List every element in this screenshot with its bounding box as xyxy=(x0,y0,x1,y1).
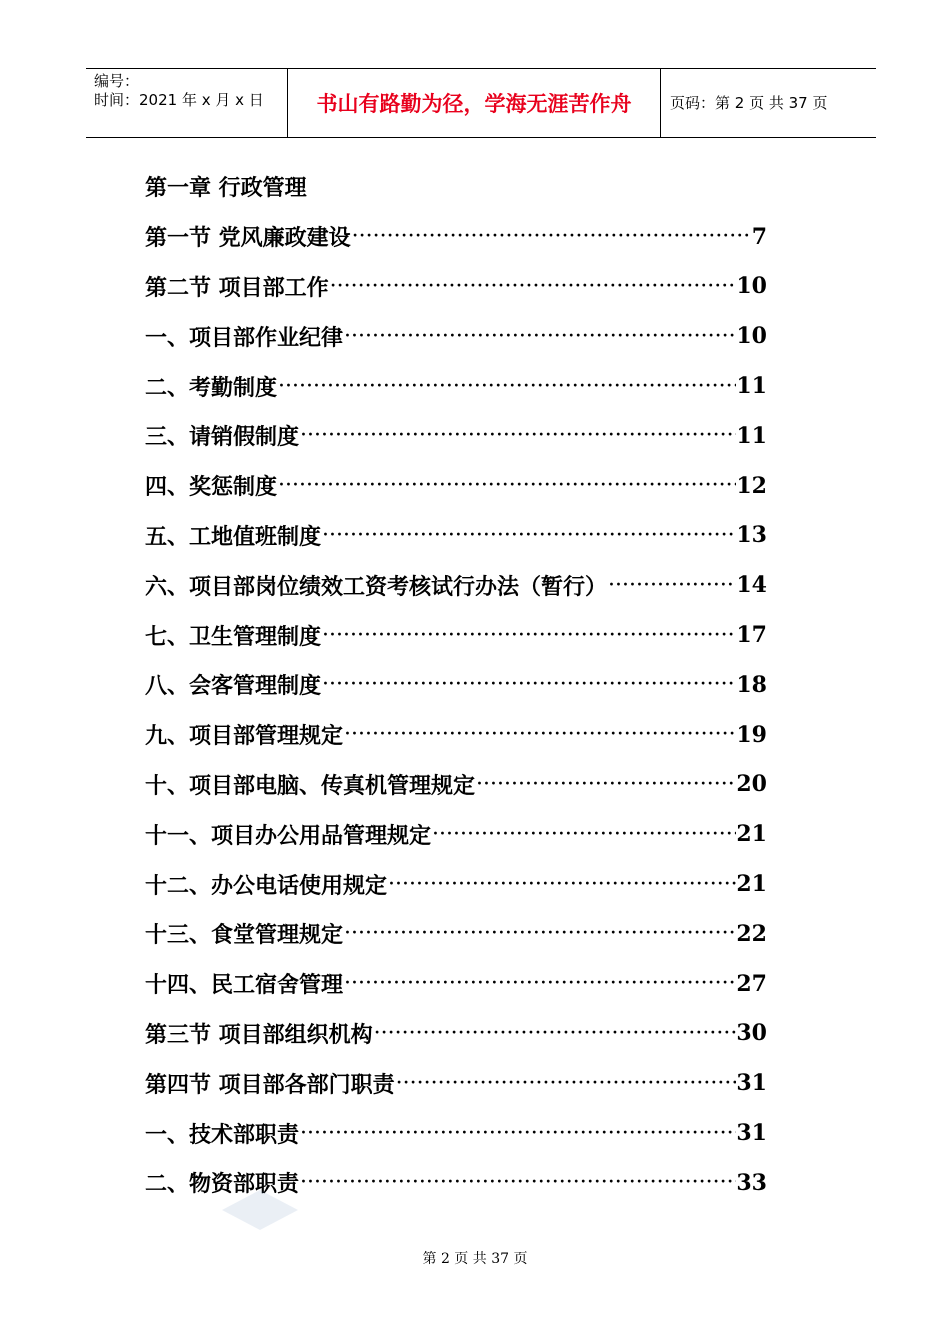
toc-entry-page: 12 xyxy=(736,472,767,499)
page-footer: 第 2 页 共 37 页 xyxy=(422,1251,528,1267)
header-meta-cell xyxy=(86,69,286,137)
toc-leader-dots xyxy=(475,772,736,797)
chapter-title: 第一章 行政管理 xyxy=(145,175,307,202)
toc-entry-title: 第三节 项目部组织机构 xyxy=(145,1021,373,1048)
page-label: 页码：第 2 页 共 37 页 xyxy=(670,94,828,112)
toc-entry-page: 19 xyxy=(736,721,767,748)
toc-entry-page: 22 xyxy=(736,920,767,947)
toc-entry-title: 十二、办公电话使用规定 xyxy=(145,872,388,899)
toc-entry-title: 第四节 项目部各部门职责 xyxy=(145,1071,395,1098)
number-label: 编号： xyxy=(94,72,140,90)
toc-leader-dots xyxy=(299,1121,736,1146)
toc-entry[interactable] xyxy=(145,859,767,909)
toc-leader-dots xyxy=(343,921,736,946)
toc-leader-dots xyxy=(277,374,736,399)
toc-leader-dots xyxy=(321,523,736,548)
toc-entry-page: 33 xyxy=(736,1169,767,1196)
toc-leader-dots xyxy=(343,722,736,747)
toc-entry-title: 第二节 项目部工作 xyxy=(145,274,329,301)
toc-entry-page: 31 xyxy=(736,1120,767,1147)
toc-entry-title: 十、项目部电脑、传真机管理规定 xyxy=(145,772,476,799)
toc-entry-page: 11 xyxy=(736,373,767,400)
toc-entry-page: 21 xyxy=(736,821,767,848)
toc-entry-title: 一、技术部职责 xyxy=(145,1121,300,1148)
toc-entry-page: 11 xyxy=(736,422,767,449)
toc-leader-dots xyxy=(343,971,736,996)
toc-entry-title: 第一节 党风廉政建设 xyxy=(145,225,351,252)
toc-entry-title: 十四、民工宿舍管理 xyxy=(145,972,344,999)
toc-entry-title: 九、项目部管理规定 xyxy=(145,723,344,750)
toc-entry-page: 7 xyxy=(751,223,767,250)
watermark-logo xyxy=(222,1190,298,1230)
toc-entry[interactable] xyxy=(145,809,767,859)
toc-entry-page: 21 xyxy=(736,871,767,898)
toc-entry[interactable] xyxy=(145,710,767,760)
toc-entry[interactable] xyxy=(145,311,767,361)
toc-entry-page: 31 xyxy=(736,1070,767,1097)
toc-entry-title: 七、卫生管理制度 xyxy=(145,623,322,650)
toc-leader-dots xyxy=(351,224,752,249)
toc-leader-dots xyxy=(329,274,737,299)
toc-leader-dots xyxy=(277,473,736,498)
toc-entry[interactable] xyxy=(145,610,767,660)
toc-entry-page: 13 xyxy=(736,522,767,549)
table-of-contents xyxy=(145,162,767,1208)
toc-leader-dots xyxy=(299,1170,736,1195)
toc-entry-title: 四、奖惩制度 xyxy=(145,474,278,501)
header-page-cell xyxy=(660,69,876,137)
toc-entry-title: 二、物资部职责 xyxy=(145,1171,300,1198)
toc-leader-dots xyxy=(387,872,736,897)
time-label: 时间：2021 年 x 月 x 日 xyxy=(94,91,264,109)
toc-entry[interactable] xyxy=(145,411,767,461)
chapter-heading xyxy=(145,162,767,212)
toc-entry-page: 14 xyxy=(736,572,767,599)
toc-entry[interactable] xyxy=(145,212,767,262)
toc-entry-page: 27 xyxy=(736,970,767,997)
toc-entry-title: 三、请销假制度 xyxy=(145,424,300,451)
toc-entry[interactable] xyxy=(145,959,767,1009)
toc-entry[interactable] xyxy=(145,1009,767,1059)
toc-entry-title: 六、项目部岗位绩效工资考核试行办法（暂行） xyxy=(145,573,608,600)
toc-entry[interactable] xyxy=(145,1058,767,1108)
toc-entry[interactable] xyxy=(145,909,767,959)
toc-entry-title: 一、项目部作业纪律 xyxy=(145,324,344,351)
toc-entry-title: 十一、项目办公用品管理规定 xyxy=(145,822,432,849)
toc-entry[interactable] xyxy=(145,461,767,511)
toc-entry-title: 八、会客管理制度 xyxy=(145,673,322,700)
toc-leader-dots xyxy=(299,423,736,448)
motto-text: 书山有路勤为径，学海无涯苦作舟 xyxy=(316,92,632,116)
toc-leader-dots xyxy=(431,822,736,847)
header-motto-cell xyxy=(287,69,661,137)
toc-entry[interactable] xyxy=(145,511,767,561)
toc-entry[interactable] xyxy=(145,660,767,710)
toc-leader-dots xyxy=(607,573,736,598)
toc-entry[interactable] xyxy=(145,262,767,312)
toc-leader-dots xyxy=(395,1071,737,1096)
document-header xyxy=(86,68,876,138)
toc-entry-page: 30 xyxy=(736,1020,767,1047)
toc-entry-page: 10 xyxy=(736,273,767,300)
toc-entry-title: 十三、食堂管理规定 xyxy=(145,922,344,949)
toc-entry[interactable] xyxy=(145,361,767,411)
toc-entry-page: 10 xyxy=(736,323,767,350)
toc-entry-title: 二、考勤制度 xyxy=(145,374,278,401)
toc-entry[interactable] xyxy=(145,1108,767,1158)
toc-entry-title: 五、工地值班制度 xyxy=(145,523,322,550)
toc-leader-dots xyxy=(343,324,736,349)
toc-entry-page: 20 xyxy=(736,771,767,798)
toc-entry[interactable] xyxy=(145,760,767,810)
toc-leader-dots xyxy=(321,623,736,648)
toc-leader-dots xyxy=(373,1021,737,1046)
toc-entry-page: 18 xyxy=(736,671,767,698)
toc-entry[interactable] xyxy=(145,560,767,610)
toc-entry-page: 17 xyxy=(736,622,767,649)
toc-leader-dots xyxy=(321,672,736,697)
